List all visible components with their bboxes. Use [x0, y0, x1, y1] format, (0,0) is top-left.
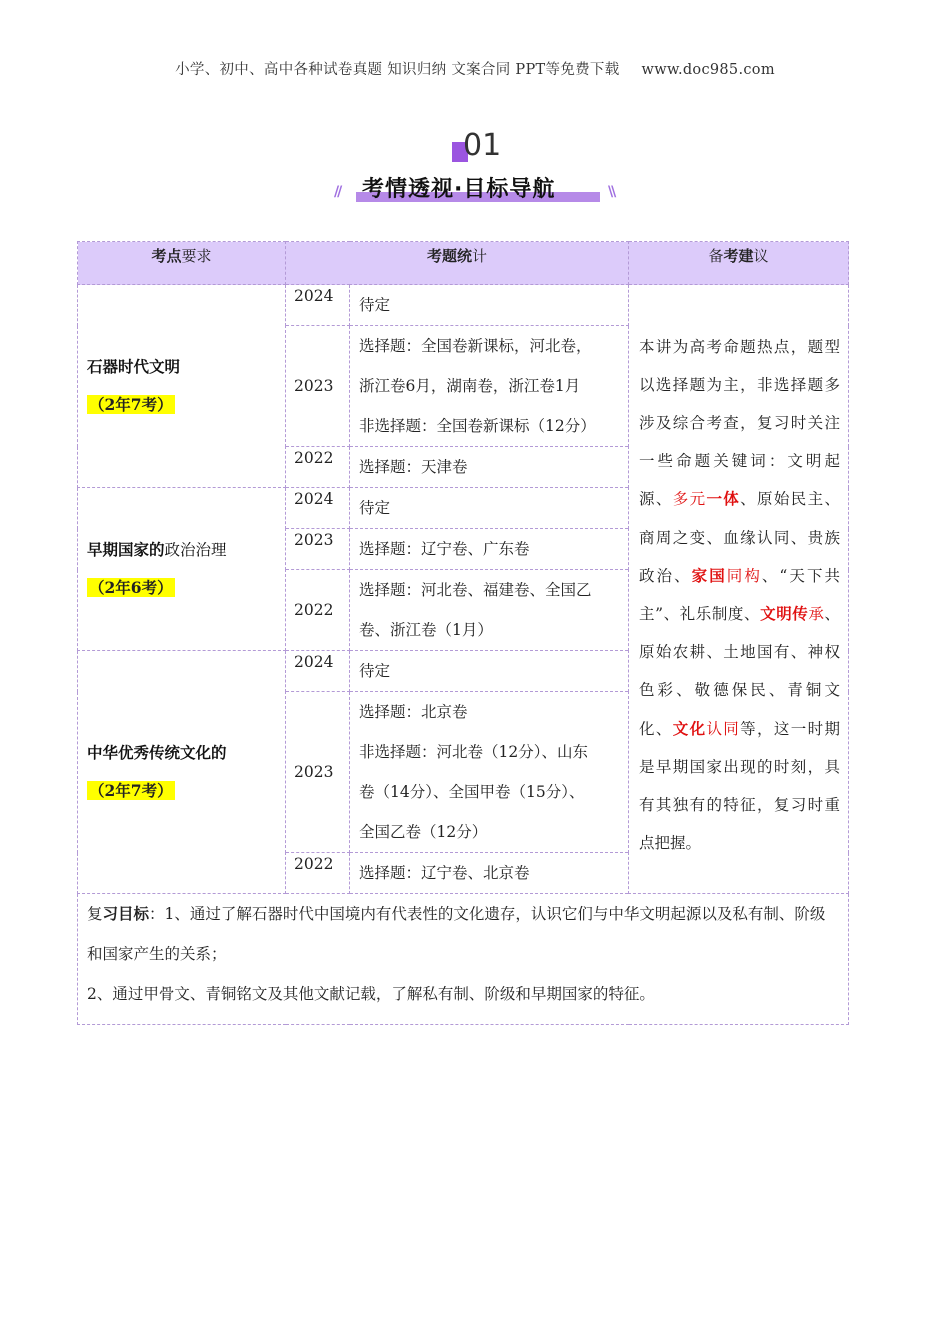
header-url[interactable]: www.doc985.com	[641, 62, 775, 78]
topic-count-badge: （2年7考）	[89, 394, 173, 414]
table-header-row	[78, 242, 849, 285]
exam-cell: 选择题：天津卷	[350, 447, 629, 488]
topic-count-badge: （2年7考）	[89, 780, 173, 800]
keyword: 家国同构	[691, 566, 762, 585]
exam-analysis-table	[77, 241, 849, 1025]
exam-cell: 选择题：北京卷 非选择题：河北卷（12分）、山东 卷（14分）、全国甲卷（15分）、 全国乙卷（12分）	[350, 692, 629, 853]
exam-cell: 选择题：全国卷新课标，河北卷， 浙江卷6月，湖南卷，浙江卷1月 非选择题：全国卷新课标（12分）	[350, 326, 629, 447]
exam-cell: 选择题：辽宁卷、广东卷	[350, 529, 629, 570]
section-title-bar	[350, 172, 602, 202]
year-cell: 2024	[286, 488, 350, 529]
topic-cell	[78, 285, 286, 488]
header-topic: 考点要求	[78, 242, 286, 285]
topic-cell	[78, 651, 286, 894]
header-stats: 考题统计	[286, 242, 629, 285]
topic-name: 早期国家的政治治理	[87, 540, 227, 559]
deco-left: //	[334, 184, 341, 200]
exam-cell: 待定	[350, 285, 629, 326]
year-cell: 2024	[286, 285, 350, 326]
exam-cell: 选择题：辽宁卷、北京卷	[350, 853, 629, 894]
header-advice: 备考建议	[629, 242, 849, 285]
keyword: 文化	[672, 719, 707, 738]
year-cell: 2023	[286, 692, 350, 853]
topic-name: 中华优秀传统文化的	[87, 743, 227, 762]
header-text: 小学、初中、高中各种试卷真题 知识归纳 文案合同 PPT等免费下载	[175, 62, 620, 78]
page-header	[0, 58, 950, 79]
deco-right: \\	[608, 184, 615, 200]
goal-row	[78, 894, 849, 1025]
table-row	[78, 285, 849, 326]
review-goal: 复习目标：1、通过了解石器时代中国境内有代表性的文化遗存，认识它们与中华文明起源以及私有制、阶级和国家产生的关系； 2、通过甲骨文、青铜铭文及其他文献记载，了解私有制、阶级和早期国家的特征。	[78, 894, 849, 1025]
exam-cell: 待定	[350, 488, 629, 529]
topic-name: 石器时代文明	[87, 357, 181, 376]
exam-cell: 待定	[350, 651, 629, 692]
topic-count-badge: （2年6考）	[89, 577, 173, 597]
advice-cell: 本讲为高考命题热点，题型以选择题为主，非选择题多涉及综合考查，复习时关注一些命题关键词：文明起源、多元一体、原始民主、商周之变、血缘认同、贵族政治、家国同构、“天下共主”、礼乐制度、文明传承、原始农耕、土地国有、神权色彩、敬德保民、青铜文化、文化认同等，这一时期是早期国家出现的时刻，具有其独有的特征，复习时重点把握。	[629, 285, 849, 894]
exam-cell: 选择题：河北卷、福建卷、全国乙 卷、浙江卷（1月）	[350, 570, 629, 651]
year-cell: 2022	[286, 447, 350, 488]
year-cell: 2022	[286, 853, 350, 894]
year-cell: 2022	[286, 570, 350, 651]
keyword: 文明传	[760, 605, 809, 623]
keyword: 多元一体	[672, 490, 741, 509]
section-heading	[0, 128, 950, 208]
year-cell: 2024	[286, 651, 350, 692]
year-cell: 2023	[286, 326, 350, 447]
year-cell: 2023	[286, 529, 350, 570]
section-title: 考情透视·目标导航	[362, 177, 556, 202]
topic-cell	[78, 488, 286, 651]
section-number: 01	[463, 128, 502, 163]
